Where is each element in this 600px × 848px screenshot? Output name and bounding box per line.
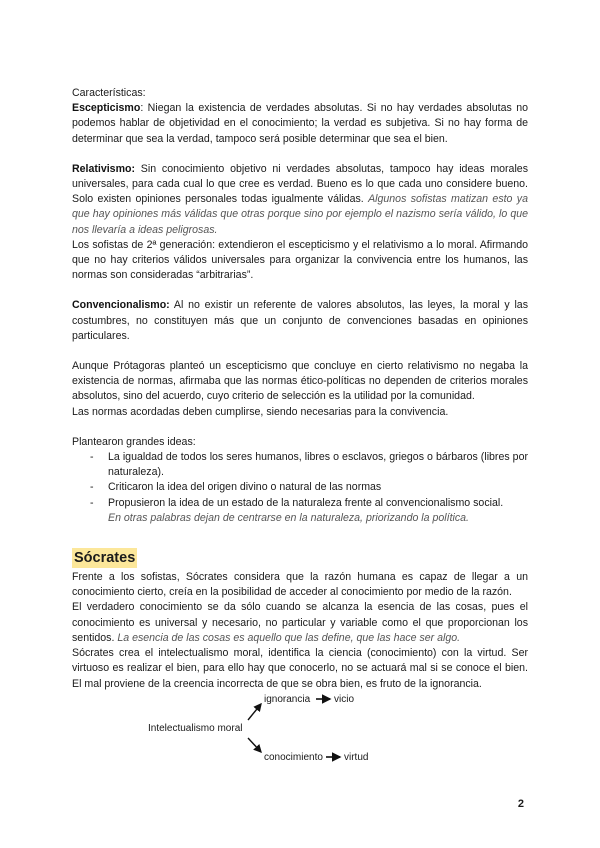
socrates-paragraph-3: Sócrates crea el intelectualismo moral, identifica la ciencia (conocimiento) con la virtud. Ser virtuoso es realizar el bien, para ello hay que conocerlo, no se actuará mal si se conoce el bien. El mal proviene de la creencia incorrecta de que se obra bien, es fruto de la ignorancia. xyxy=(72,647,528,690)
protagoras-paragraph: Aunque Prótagoras planteó un escepticismo que concluye en cierto relativismo no negaba la existencia de normas, afirmaba que las normas ético-políticas no dependen de criterios morales absolutos, sino del acuerdo, cuyo criterio de selección es la utilidad por la comunidad. xyxy=(72,360,528,403)
socrates-paragraph-2-text: El verdadero conocimiento se da sólo cuando se alcanza la esencia de las cosas, pues el conocimiento es universal y necesario, no particular y variable como el que proporcionan los sentidos. xyxy=(72,601,528,644)
relativismo-paragraph xyxy=(72,162,528,238)
list-item: - Criticaron la idea del origen divino o natural de las normas xyxy=(90,480,528,495)
list-item xyxy=(90,496,528,526)
relativismo-note: Algunos sofistas matizan esto ya que hay opiniones más válidas que otras porque sino por ejemplo el nazismo sería válido, lo que nos llevaría a ideas peligrosas. xyxy=(72,193,528,236)
characteristics-label: Características: xyxy=(72,87,146,99)
ideas-label: Plantearon grandes ideas: xyxy=(72,435,196,448)
list-item: - La igualdad de todos los seres humanos, libres o esclavos, griegos o bárbaros (libres por naturaleza). xyxy=(90,450,528,480)
socrates-paragraph-1: Frente a los sofistas, Sócrates considera que la razón humana es capaz de llegar a un conocimiento cierto, creía en la posibilidad de acceder al conocimiento por medio de la razón. xyxy=(72,571,528,599)
convencionalismo-text: Al no existir un referente de valores absolutos, las leyes, la moral y las costumbres, no constituyen más que un conjunto de convenciones basadas en opiniones particulares. xyxy=(72,299,528,342)
escepticismo-text: : Niegan la existencia de verdades absolutas. Si no hay verdades absolutas no podemos hablar de objetividad en el conocimiento; la verdad es subjetiva. Si no hay forma de determinar que sea la verdad, tampoco será posible determinar que sea el bien. xyxy=(72,102,528,145)
convencionalismo-term: Convencionalismo: xyxy=(72,299,170,312)
socrates-heading: Sócrates xyxy=(74,550,136,567)
diagram-conocimiento: conocimiento xyxy=(264,751,323,763)
escepticismo-paragraph xyxy=(72,101,528,147)
second-generation-paragraph: Los sofistas de 2ª generación: extendieron el escepticismo y el relativismo a lo moral. Afirmando que no hay criterios válidos universales para organizar la convivencia entre los humanos, las normas son consideradas “arbitrarias”. xyxy=(72,238,528,282)
ideas-note: En otras palabras dejan de centrarse en la naturaleza, priorizando la política. xyxy=(108,511,469,524)
escepticismo-term: Escepticismo xyxy=(72,102,141,115)
page-number: 2 xyxy=(517,798,524,810)
arrow-up xyxy=(248,704,261,720)
arrow-down xyxy=(248,738,261,752)
essence-note: La esencia de las cosas es aquello que las define, que las hace ser algo. xyxy=(117,631,461,644)
intelectualismo-diagram xyxy=(72,694,528,768)
diagram-vicio: vicio xyxy=(334,693,355,705)
diagram-ignorancia: ignorancia xyxy=(264,693,311,705)
list-item-text: Propusieron la idea de un estado de la naturaleza frente al convencionalismo social. xyxy=(108,496,504,509)
socrates-paragraph-2 xyxy=(72,600,528,646)
convencionalismo-paragraph xyxy=(72,298,528,344)
ideas-list xyxy=(72,450,528,526)
relativismo-term: Relativismo: xyxy=(72,162,135,175)
relativismo-text: Sin conocimiento objetivo ni verdades absolutas, tampoco hay ideas morales universales, para cada cual lo que cree es verdad. Bueno es lo que cada uno considere bueno. Solo existen opiniones personales todas igualmente válidas. xyxy=(72,162,528,206)
normas-paragraph: Las normas acordadas deben cumplirse, siendo necesarias para la convivencia. xyxy=(72,405,449,418)
diagram-virtud: virtud xyxy=(344,751,369,763)
document-body xyxy=(72,86,528,768)
diagram-root: Intelectualismo moral xyxy=(148,722,243,734)
